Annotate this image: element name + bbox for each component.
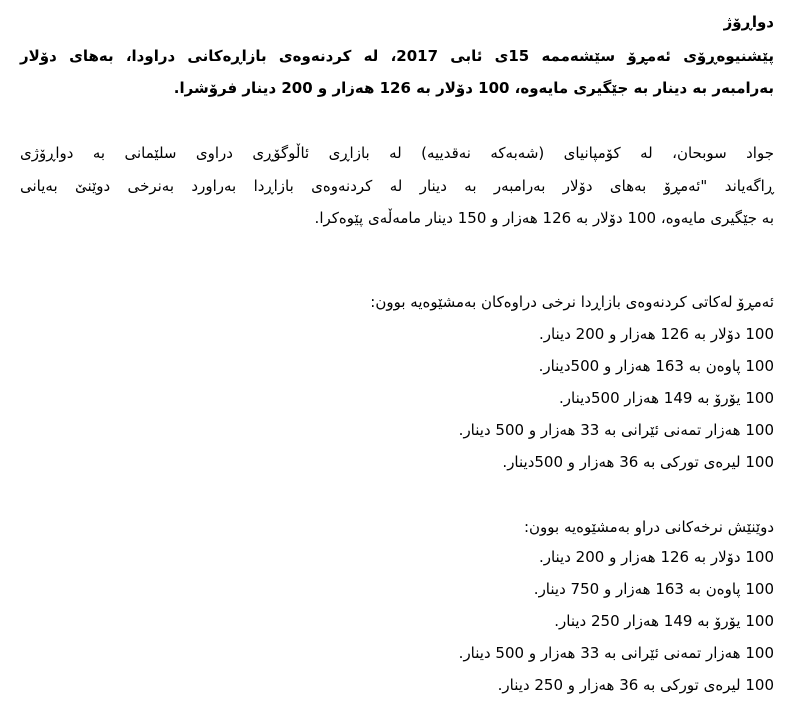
body-line-3: بە جێگیری مایەوە، 100 دۆلار بە 126 هەزار و 150 دینار مامەڵەی پێوەکرا. [314, 209, 774, 227]
today-rate-usd: 100 دۆلار بە 126 هەزار و 200 دینار. [538, 325, 774, 343]
yesterday-rate-gbp: 100 پاوەن بە 163 هەزار و 750 دینار. [533, 580, 774, 598]
body-line-2: ڕاگەیاند "ئەمڕۆ بەهای دۆلار بەرامبەر بە دینار لە کردنەوەی بازاڕدا بەراورد بەنرخی دوێنێ بەیانی [20, 177, 774, 195]
today-rate-eur: 100 یۆرۆ بە 149 هەزار 500دینار. [559, 389, 774, 407]
yesterday-rate-irr: 100 هەزار تمەنی ئێرانی بە 33 هەزار و 500 دینار. [458, 644, 774, 662]
today-rate-gbp: 100 پاوەن بە 163 هەزار و 500دینار. [538, 357, 774, 375]
yesterday-rate-eur: 100 یۆرۆ بە 149 هەزار 250 دینار. [554, 612, 774, 630]
yesterday-rates-heading: دوێنێش نرخەکانی دراو بەمشێوەیە بوون: [523, 518, 774, 536]
lead-line-2: بەرامبەر بە دینار بە جێگیری مایەوە، 100 دۆلار بە 126 هەزار و 200 دینار فرۆشرا. [173, 79, 774, 97]
body-line-1: جواد سوبحان، لە کۆمپانیای (شەبەکە نەقدییە) لە بازاڕی ئاڵوگۆڕی دراوی سلێمانی بە دواڕۆژی [20, 144, 774, 162]
yesterday-rate-try: 100 لیرەی تورکی بە 36 هەزار و 250 دینار. [497, 676, 774, 694]
article-headline: دواڕۆژ [723, 13, 774, 31]
yesterday-rate-usd: 100 دۆلار بە 126 هەزار و 200 دینار. [538, 548, 774, 566]
today-rate-irr: 100 هەزار تمەنی ئێرانی بە 33 هەزار و 500 دینار. [458, 421, 774, 439]
today-rates-heading: ئەمڕۆ لەکاتی کردنەوەی بازاڕدا نرخی دراوەکان بەمشێوەیە بوون: [370, 293, 774, 311]
lead-line-1: پێشنیوەڕۆی ئەمڕۆ سێشەممە 15ی ئابی 2017، لە کردنەوەی بازاڕەکانی دراودا، بەهای دۆلار [20, 47, 775, 65]
today-rate-try: 100 لیرەی تورکی بە 36 هەزار و 500دینار. [502, 453, 774, 471]
